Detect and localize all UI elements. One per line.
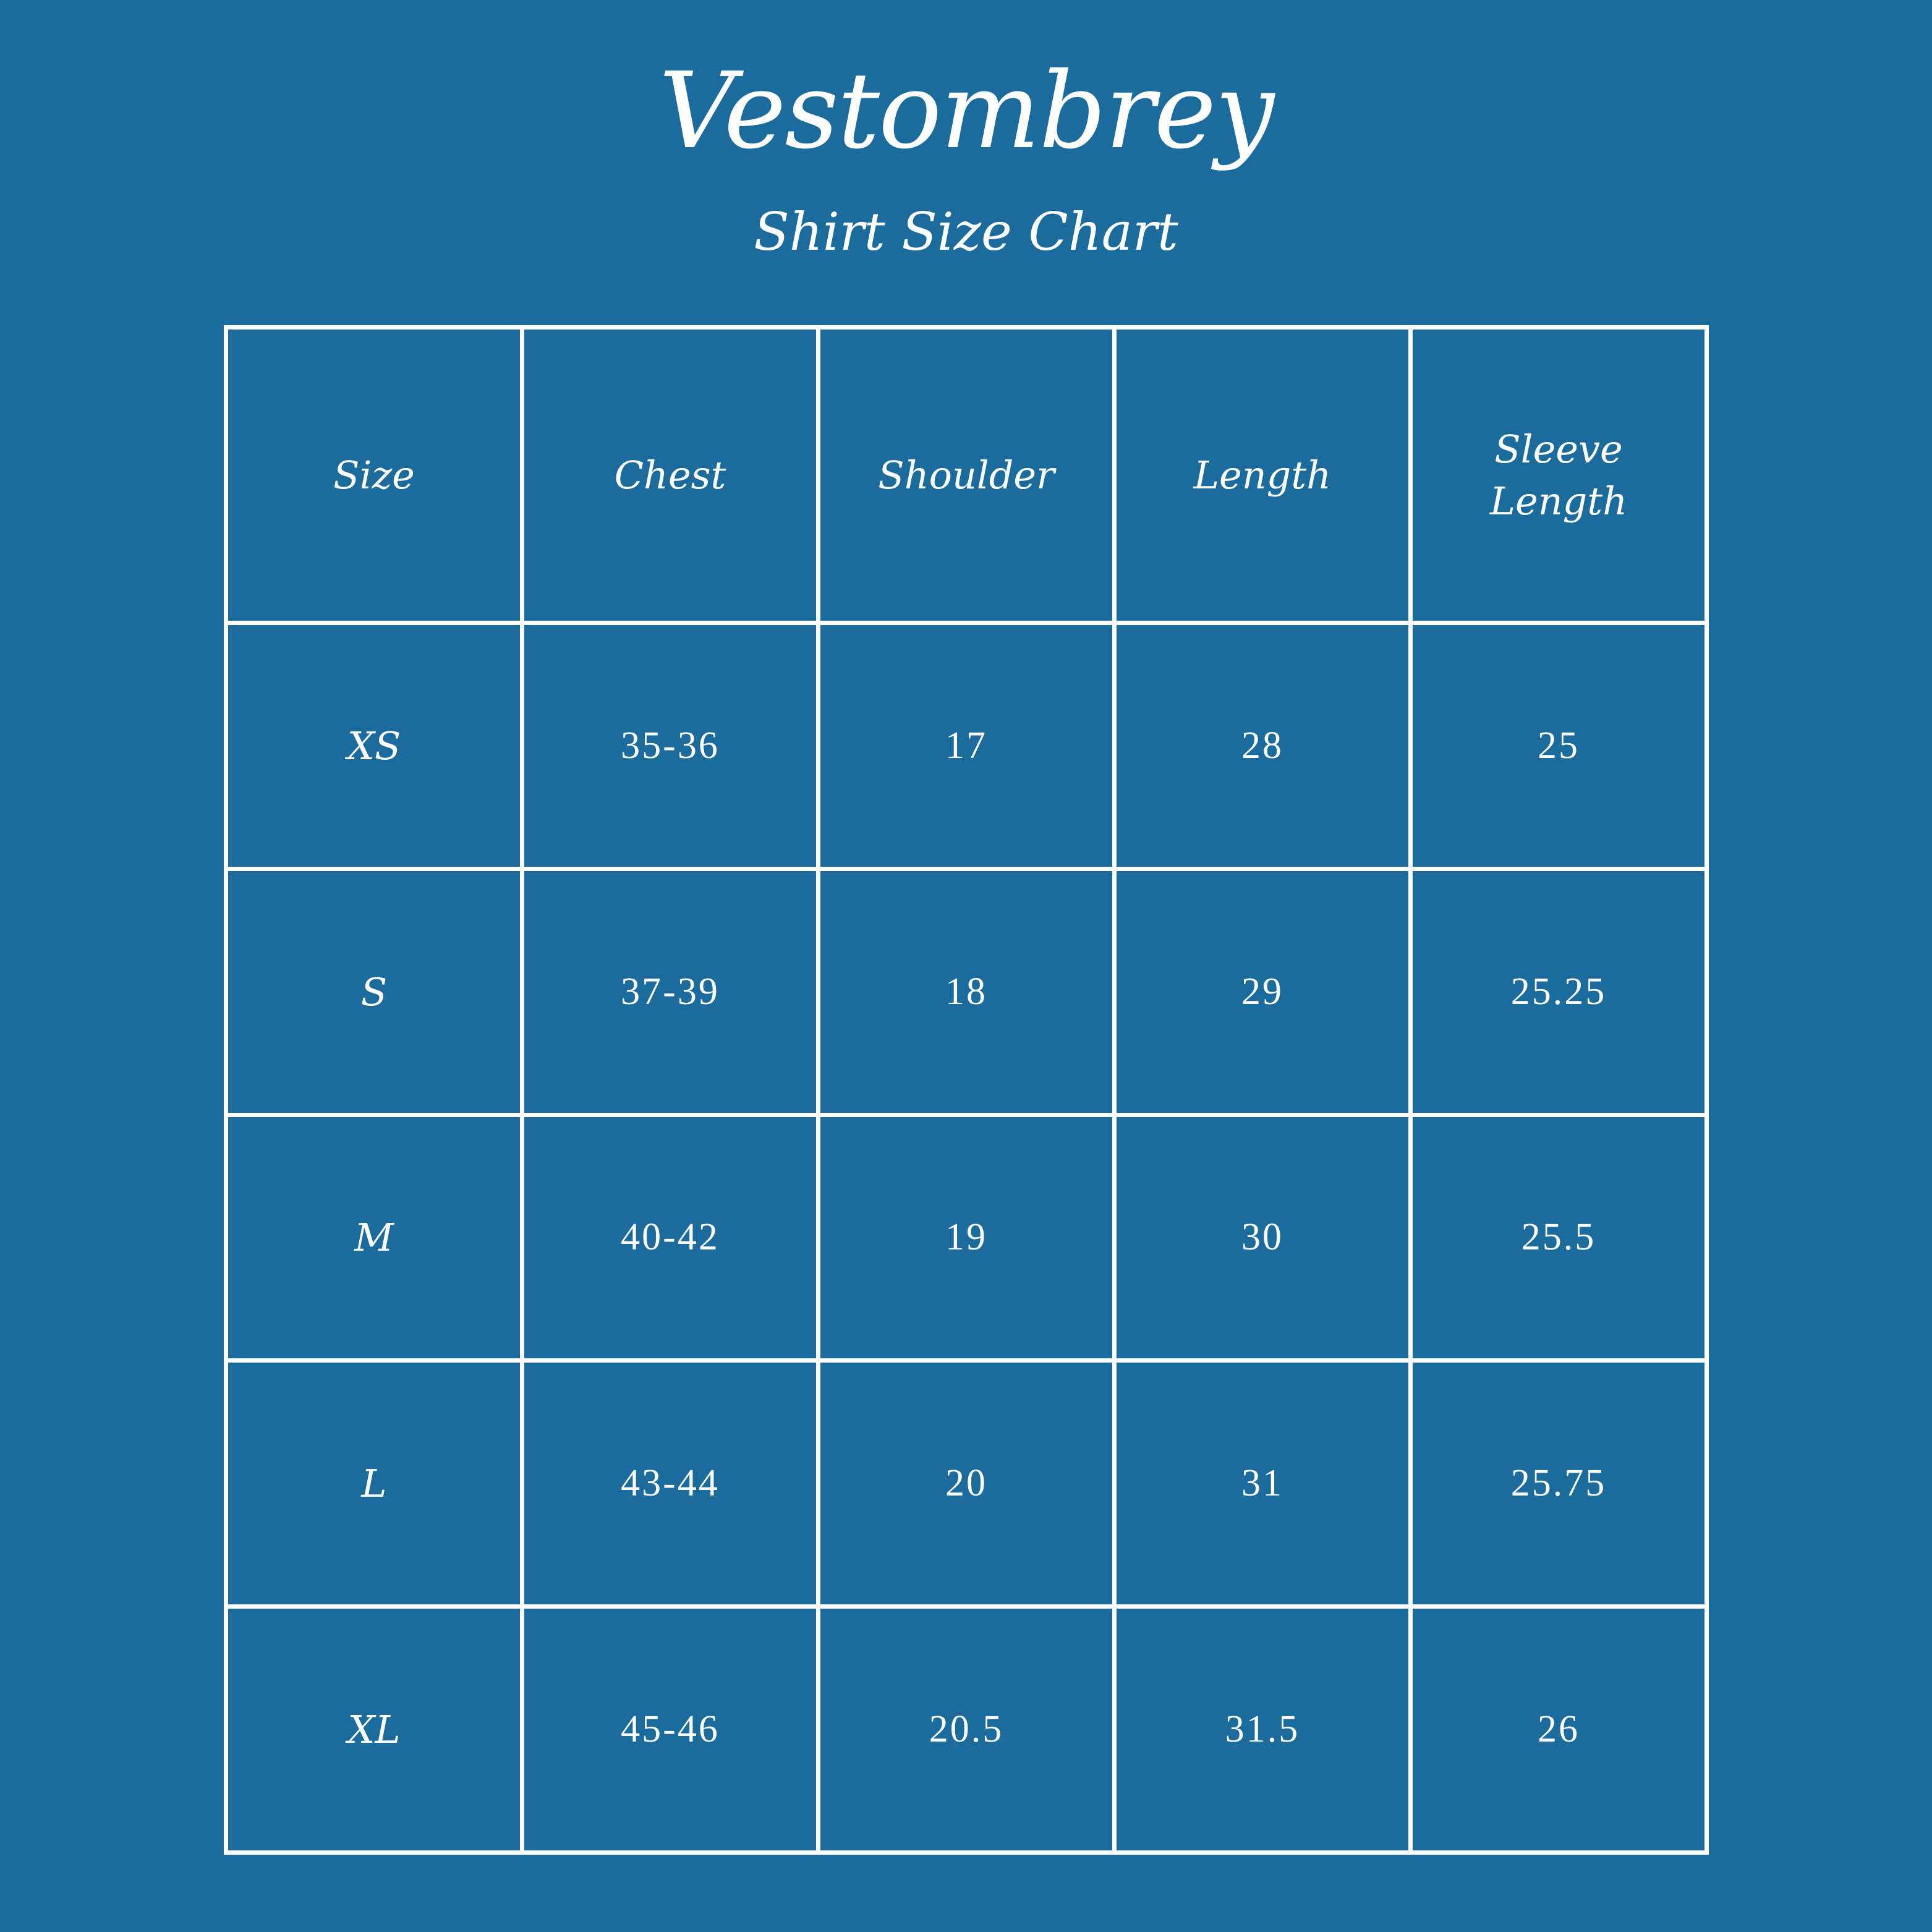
header-sleeve-length: Sleeve Length [1411, 328, 1707, 623]
size-cell: M [226, 1115, 522, 1361]
length-cell: 30 [1115, 1115, 1411, 1361]
size-table-body [226, 623, 1707, 1853]
shoulder-cell: 20.5 [819, 1607, 1115, 1853]
sleeve-length-cell: 25.75 [1411, 1361, 1707, 1607]
chart-subtitle: Shirt Size Chart [754, 202, 1178, 262]
chest-cell: 40-42 [522, 1115, 819, 1361]
header-size: Size [226, 328, 522, 623]
length-cell: 28 [1115, 623, 1411, 869]
size-cell: S [226, 869, 522, 1115]
chest-cell: 45-46 [522, 1607, 819, 1853]
header-chest: Chest [522, 328, 819, 623]
size-table [224, 325, 1709, 1855]
chest-cell: 37-39 [522, 869, 819, 1115]
header-shoulder: Shoulder [819, 328, 1115, 623]
chest-cell: 35-36 [522, 623, 819, 869]
shoulder-cell: 17 [819, 623, 1115, 869]
size-cell: XL [226, 1607, 522, 1853]
length-cell: 31 [1115, 1361, 1411, 1607]
brand-title: Vestombrey [658, 50, 1274, 172]
table-row [226, 1115, 1707, 1361]
table-row [226, 1361, 1707, 1607]
sleeve-length-cell: 26 [1411, 1607, 1707, 1853]
table-row [226, 869, 1707, 1115]
size-cell: L [226, 1361, 522, 1607]
table-row [226, 623, 1707, 869]
sleeve-length-cell: 25.5 [1411, 1115, 1707, 1361]
header-row [226, 328, 1707, 623]
shoulder-cell: 19 [819, 1115, 1115, 1361]
table-row [226, 1607, 1707, 1853]
shoulder-cell: 20 [819, 1361, 1115, 1607]
length-cell: 29 [1115, 869, 1411, 1115]
chest-cell: 43-44 [522, 1361, 819, 1607]
sleeve-length-cell: 25 [1411, 623, 1707, 869]
header-length: Length [1115, 328, 1411, 623]
size-table-header [226, 328, 1707, 623]
sleeve-length-cell: 25.25 [1411, 869, 1707, 1115]
shoulder-cell: 18 [819, 869, 1115, 1115]
size-cell: XS [226, 623, 522, 869]
length-cell: 31.5 [1115, 1607, 1411, 1853]
